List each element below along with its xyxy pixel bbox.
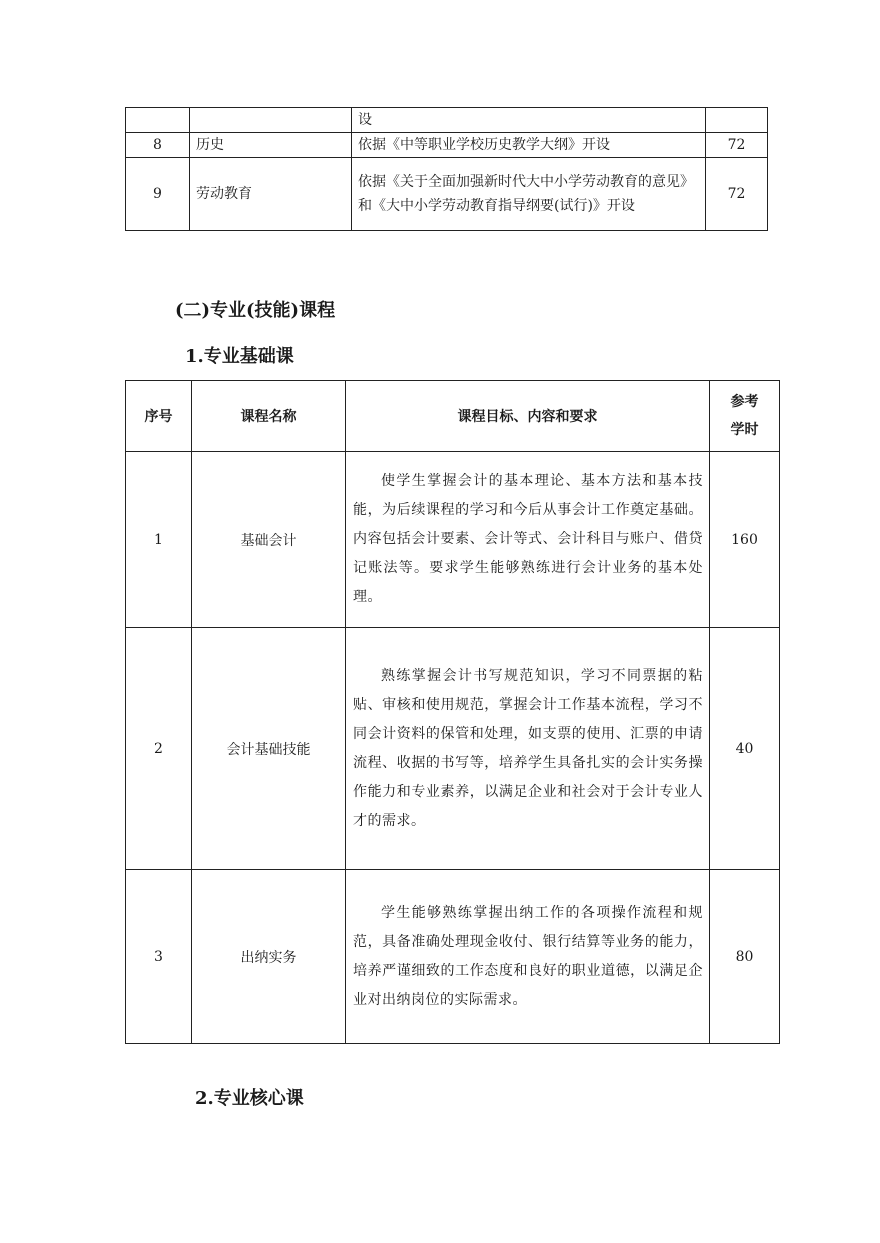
course-hours: 160 — [710, 452, 780, 628]
course-name: 劳动教育 — [190, 158, 352, 231]
header-number: 序号 — [126, 381, 192, 452]
row-number: 1 — [126, 452, 192, 628]
row-number: 8 — [126, 133, 190, 158]
table-row — [126, 628, 780, 870]
header-course-name: 课程名称 — [192, 381, 346, 452]
course-name: 基础会计 — [192, 452, 346, 628]
sub-heading-core-courses: 2.专业核心课 — [195, 1088, 304, 1109]
table-row — [126, 108, 768, 133]
header-description: 课程目标、内容和要求 — [346, 381, 710, 452]
header-hours — [710, 381, 780, 452]
header-hours-line2: 学时 — [730, 422, 759, 438]
table-row — [126, 158, 768, 231]
course-name: 会计基础技能 — [192, 628, 346, 870]
table-row — [126, 133, 768, 158]
row-number: 9 — [126, 158, 190, 231]
course-hours: 72 — [706, 158, 768, 231]
course-name: 出纳实务 — [192, 870, 346, 1044]
public-course-table-continued — [125, 107, 768, 231]
course-hours: 40 — [710, 628, 780, 870]
sub-heading-foundation-courses: 1.专业基础课 — [185, 346, 294, 367]
course-hours: 80 — [710, 870, 780, 1044]
table-row — [126, 870, 780, 1044]
course-description: 熟练掌握会计书写规范知识，学习不同票据的粘贴、审核和使用规范，掌握会计工作基本流程，学习不同会计资料的保管和处理，如支票的使用、汇票的申请流程、收据的书写等，培养学生具备扎实的会计实务操作能力和专业素养，以满足企业和社会对于会计专业人才的需求。 — [346, 628, 710, 870]
course-description: 依据《中等职业学校历史教学大纲》开设 — [352, 133, 706, 158]
course-description: 设 — [352, 108, 706, 133]
course-description: 使学生掌握会计的基本理论、基本方法和基本技能，为后续课程的学习和今后从事会计工作奠定基础。内容包括会计要素、会计等式、会计科目与账户、借贷记账法等。要求学生能够熟练进行会计业务的基本处理。 — [346, 452, 710, 628]
table-row — [126, 452, 780, 628]
course-name: 历史 — [190, 133, 352, 158]
header-hours-line1: 参考 — [730, 394, 759, 410]
course-name — [190, 108, 352, 133]
course-description: 学生能够熟练掌握出纳工作的各项操作流程和规范，具备准确处理现金收付、银行结算等业务的能力，培养严谨细致的工作态度和良好的职业道德，以满足企业对出纳岗位的实际需求。 — [346, 870, 710, 1044]
course-hours — [706, 108, 768, 133]
course-hours: 72 — [706, 133, 768, 158]
course-description: 依据《关于全面加强新时代大中小学劳动教育的意见》和《大中小学劳动教育指导纲要(试行)》开设 — [352, 158, 706, 231]
row-number: 2 — [126, 628, 192, 870]
table-header-row — [126, 381, 780, 452]
row-number: 3 — [126, 870, 192, 1044]
section-heading: (二)专业(技能)课程 — [175, 300, 336, 321]
row-number — [126, 108, 190, 133]
foundation-course-table — [125, 380, 780, 1044]
